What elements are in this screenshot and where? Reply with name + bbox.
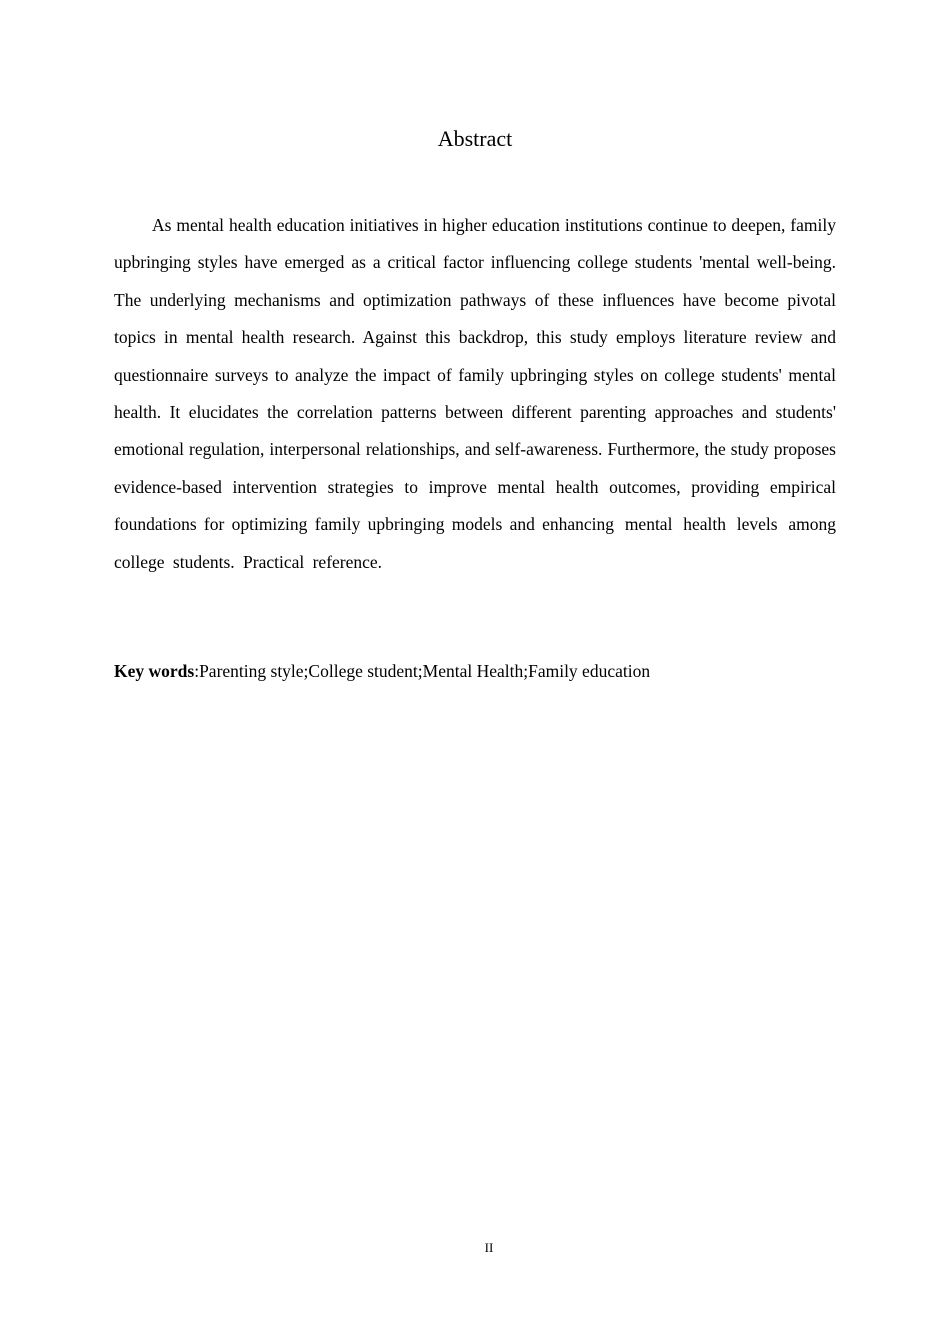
abstract-text-main: As mental health education initiatives in higher education institutions continue to deepen, family upbringing styles have emerged as a critical factor influencing college students 'mental well-being. The underlying mechanisms and optimization pathways of these influences have become pivotal topics in mental health research. Against this backdrop, this study employs literature review and questionnaire surveys to analyze the impact of family upbringing styles on college students' mental health. It elucidates the correlation patterns between different parenting approaches and students' emotional regulation, interpersonal relationships, and self-awareness. Furthermore, the study proposes evidence-based intervention strategies to improve mental health outcomes, providing empirical foundations for optimizing family upbringing models and — [114, 215, 836, 535]
keywords-line — [114, 657, 836, 685]
keywords-list: :Parenting style;College student;Mental Health;Family education — [194, 661, 651, 681]
abstract-paragraph — [114, 207, 836, 581]
abstract-title: Abstract — [437, 126, 513, 151]
keywords-label: Key words — [114, 661, 195, 681]
page-number: II — [484, 1240, 494, 1255]
abstract-text-last-line: enhancing mental health levels among college students. Practical reference. — [114, 514, 836, 572]
